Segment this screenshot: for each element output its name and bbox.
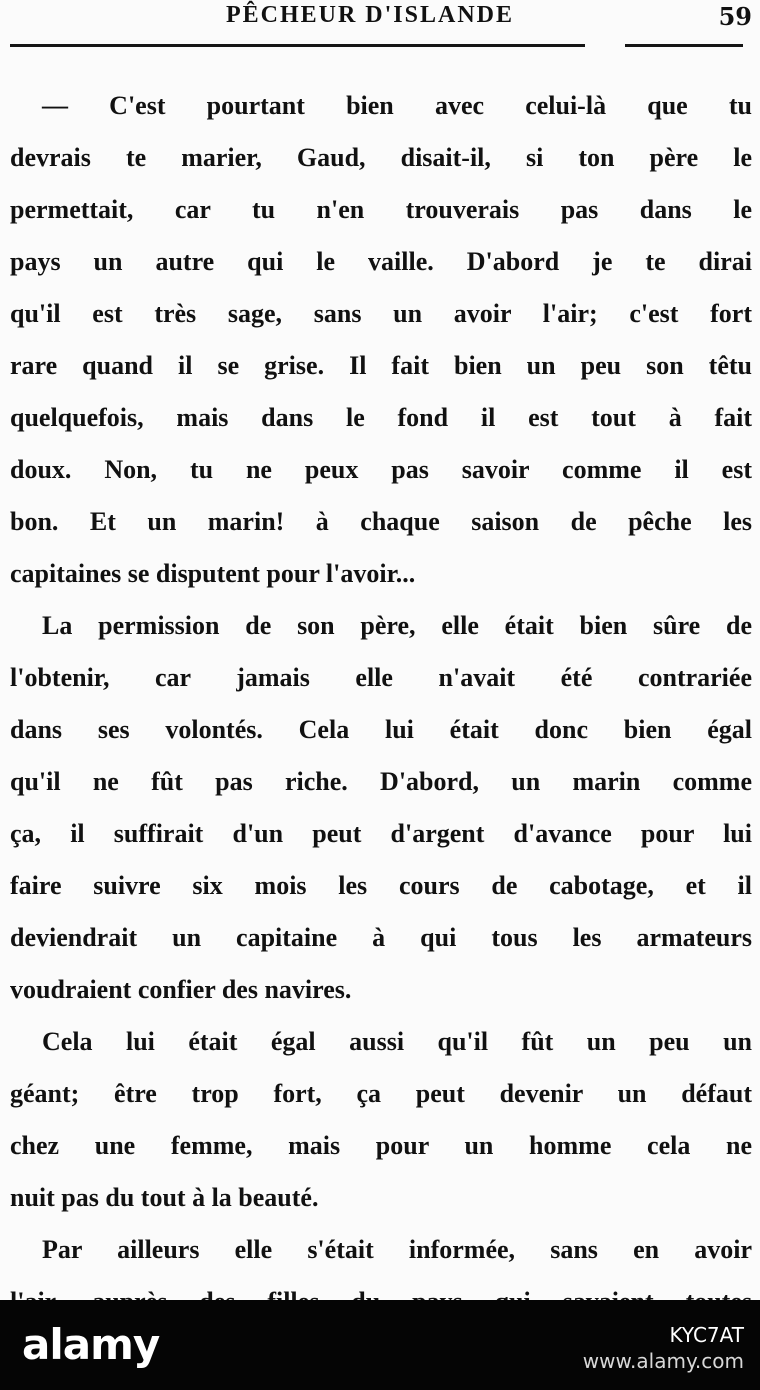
running-head xyxy=(0,0,760,40)
text-line: Par ailleurs elle s'était informée, sans en avoir xyxy=(42,1235,752,1264)
page-number: 59 xyxy=(718,2,752,31)
watermark-bar xyxy=(0,1300,760,1390)
text-line: géant; être trop fort, ça peut devenir un défaut xyxy=(10,1079,752,1108)
image-id: KYC7AT xyxy=(669,1323,744,1347)
text-line: nuit pas du tout à la beauté. xyxy=(10,1183,319,1212)
text-line: voudraient confier des navires. xyxy=(10,975,352,1004)
text-line: devrais te marier, Gaud, disait-il, si ton père le xyxy=(10,143,752,172)
text-line: qu'il ne fût pas riche. D'abord, un marin comme xyxy=(10,767,752,796)
text-line: quelquefois, mais dans le fond il est tout à fait xyxy=(10,403,752,432)
text-line: Cela lui était égal aussi qu'il fût un peu un xyxy=(42,1027,752,1056)
paragraph xyxy=(10,1016,752,1224)
text-line: doux. Non, tu ne peux pas savoir comme il est xyxy=(10,455,752,484)
alamy-logo: alamy xyxy=(22,1320,160,1369)
paragraph xyxy=(10,600,752,1016)
text-line: l'obtenir, car jamais elle n'avait été contrariée xyxy=(10,663,752,692)
text-line: faire suivre six mois les cours de cabotage, et il xyxy=(10,871,752,900)
text-line: pays un autre qui le vaille. D'abord je te dirai xyxy=(10,247,752,276)
text-line: dans ses volontés. Cela lui était donc bien égal xyxy=(10,715,752,744)
text-line: bon. Et un marin! à chaque saison de pêche les xyxy=(10,507,752,536)
running-title: PÊCHEUR D'ISLANDE xyxy=(225,2,515,28)
text-line: permettait, car tu n'en trouverais pas dans le xyxy=(10,195,752,224)
header-rule-right xyxy=(625,44,743,47)
paragraph xyxy=(10,80,752,600)
body-text xyxy=(10,80,752,1328)
text-line: deviendrait un capitaine à qui tous les armateurs xyxy=(10,923,752,952)
header-rule-left xyxy=(10,44,585,47)
stock-id-block xyxy=(583,1322,744,1374)
text-line: La permission de son père, elle était bien sûre de xyxy=(42,611,752,640)
text-line: chez une femme, mais pour un homme cela ne xyxy=(10,1131,752,1160)
text-line: qu'il est très sage, sans un avoir l'air; c'est fort xyxy=(10,299,752,328)
text-line: capitaines se disputent pour l'avoir... xyxy=(10,559,416,588)
text-line: rare quand il se grise. Il fait bien un peu son têtu xyxy=(10,351,752,380)
text-line: ça, il suffirait d'un peut d'argent d'avance pour lui xyxy=(10,819,752,848)
site-url: www.alamy.com xyxy=(582,1349,744,1373)
text-line: — C'est pourtant bien avec celui-là que tu xyxy=(42,91,752,120)
